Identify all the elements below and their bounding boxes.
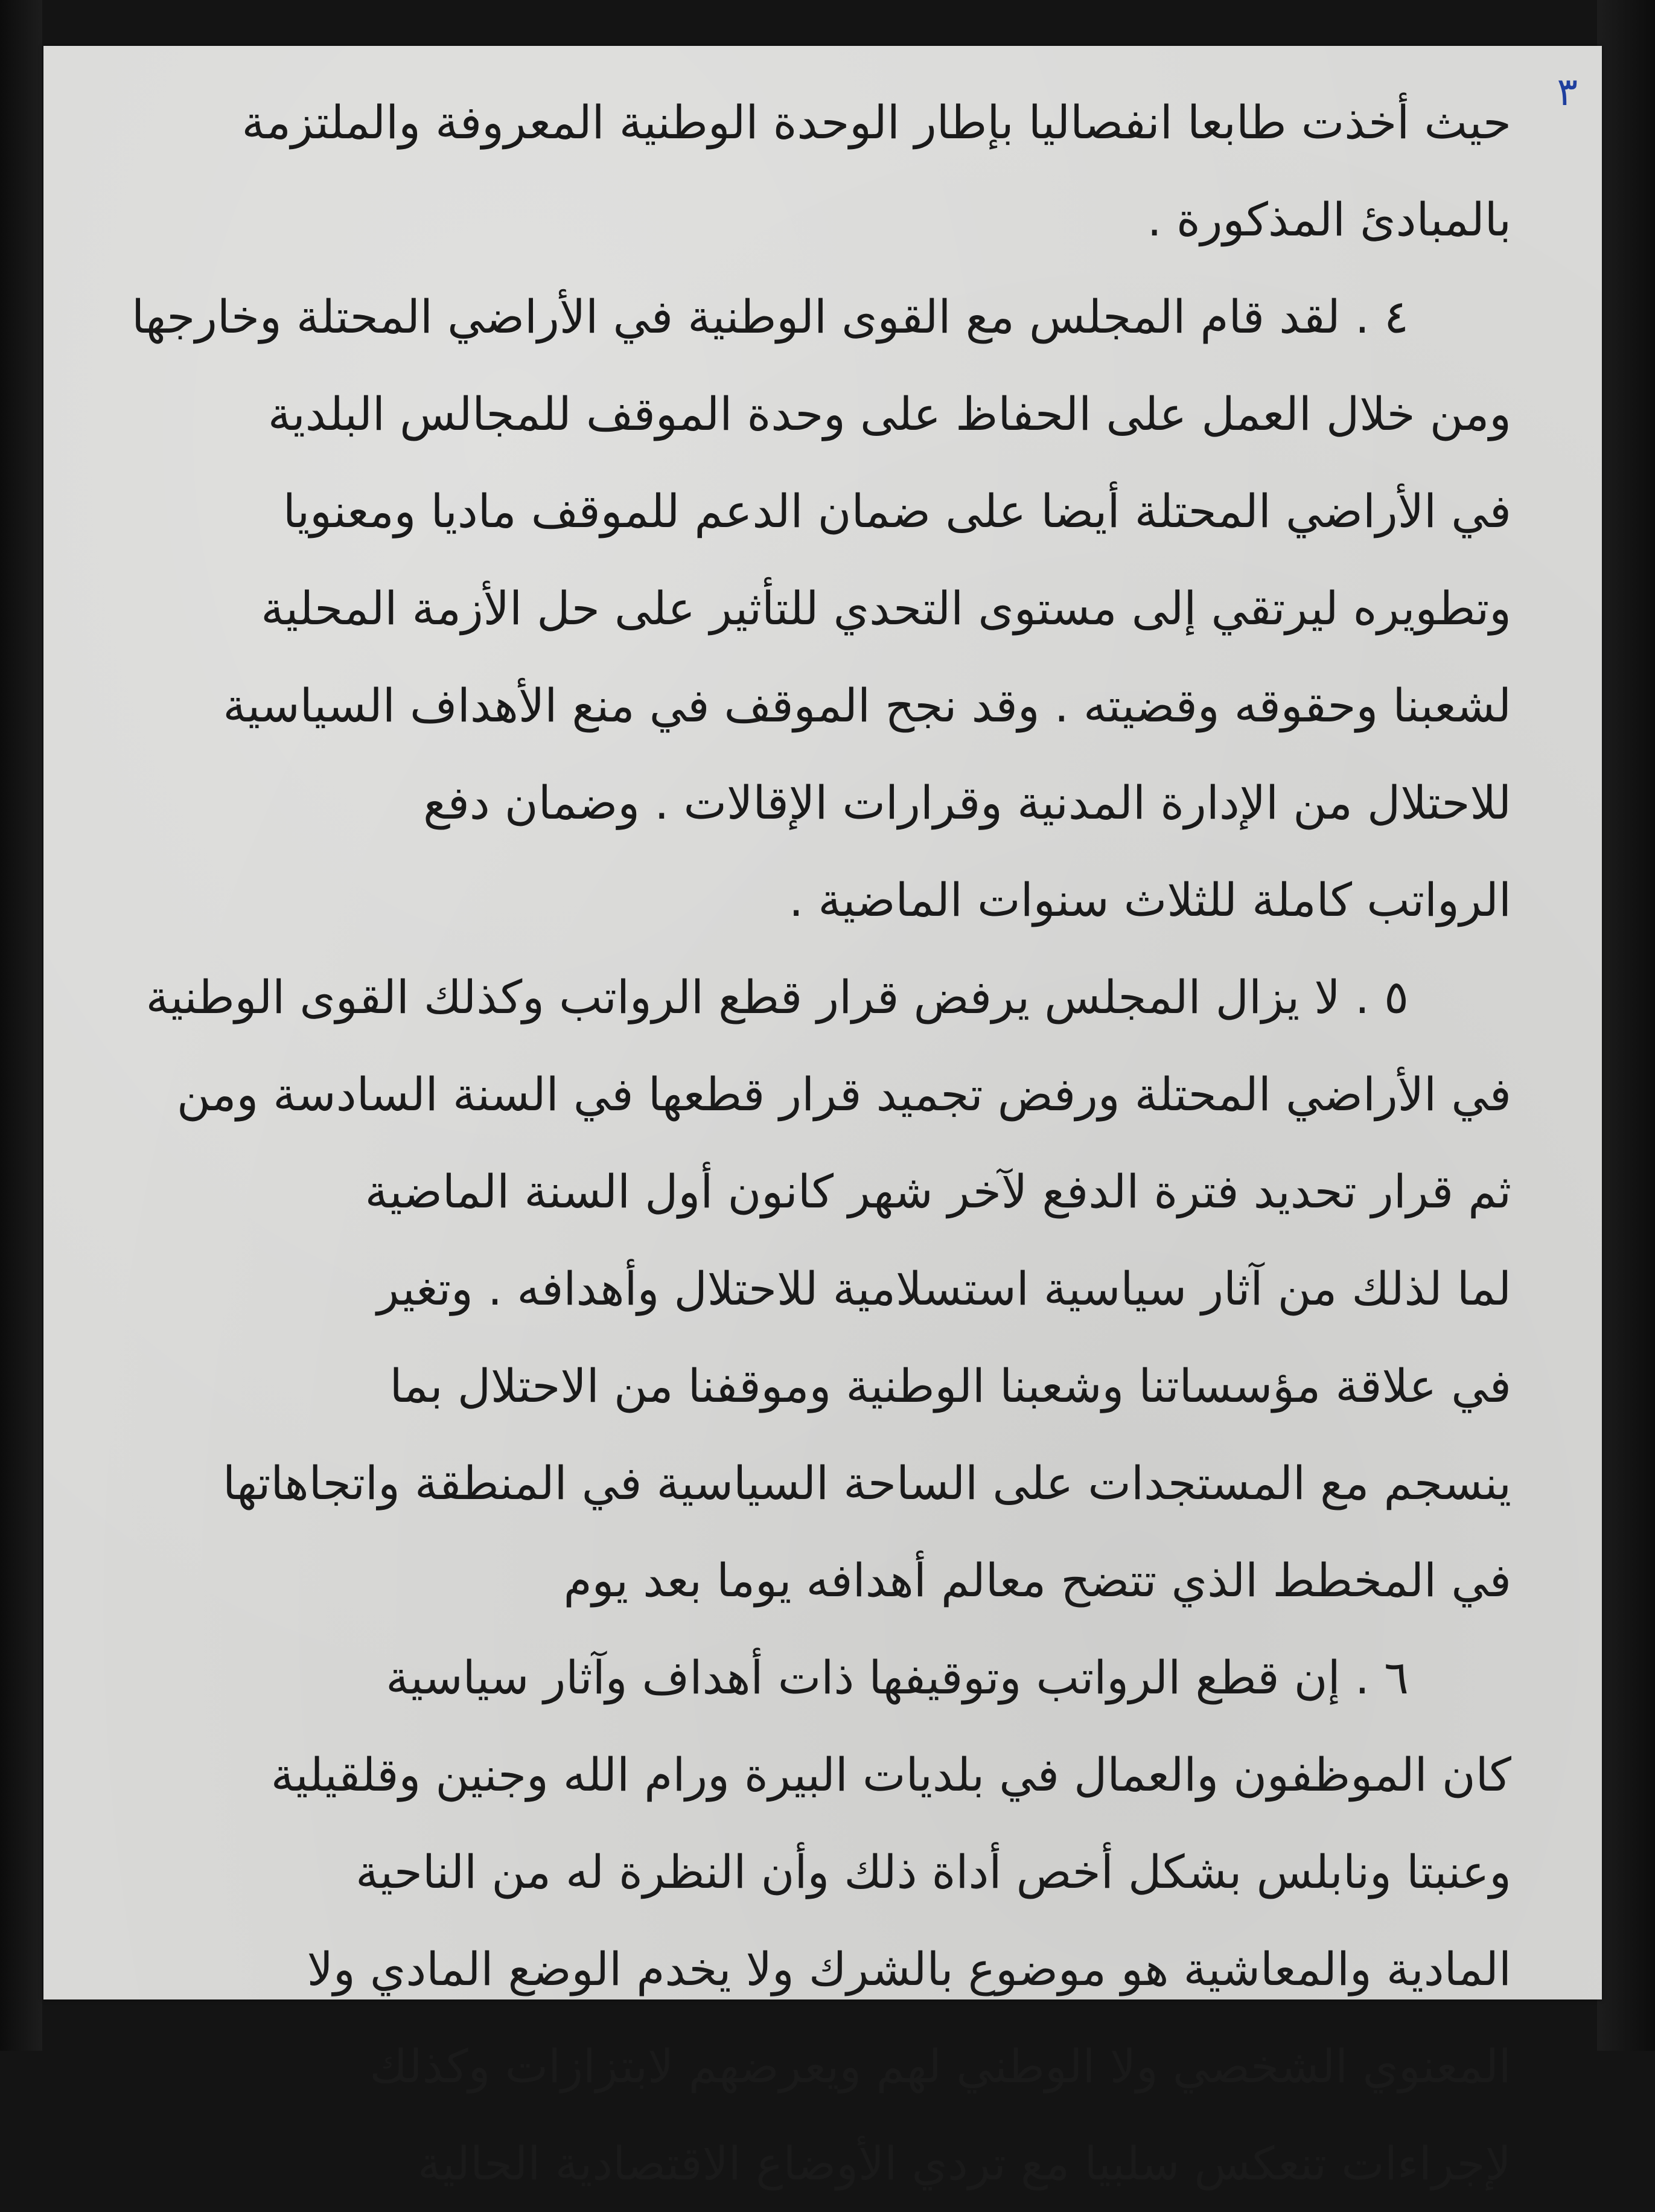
text-line-16: في المخطط الذي تتضح معالم أهدافه يوما بعد يوم: [563, 1553, 1511, 1607]
text-line-10: ٥ . لا يزال المجلس يرفض قرار قطع الرواتب وكذلك القوى الوطنية: [145, 970, 1409, 1024]
text-line-2: بالمبادئ المذكورة .: [1147, 193, 1511, 246]
handwritten-text-body: [122, 74, 1511, 2190]
text-line-1: حيث أخذت طابعا انفصاليا بإطار الوحدة الوطنية المعروفة والملتزمة: [241, 95, 1511, 149]
text-line-5: في الأراضي المحتلة أيضا على ضمان الدعم للموقف ماديا ومعنويا: [282, 484, 1511, 538]
text-line-21: المعنوي الشخصي ولا الوطني لهم ويعرضهم لابتزازات وكذلك: [369, 2039, 1511, 2093]
text-line-8: للاحتلال من الإدارة المدنية وقرارات الإقالات . وضمان دفع: [423, 776, 1511, 830]
text-line-18: كان الموظفون والعمال في بلديات البيرة ورام الله وجنين وقلقيلية: [270, 1748, 1511, 1801]
text-line-6: وتطويره ليرتقي إلى مستوى التحدي للتأثير على حل الأزمة المحلية: [261, 581, 1511, 635]
text-line-7: لشعبنا وحقوقه وقضيته . وقد نجح الموقف في منع الأهداف السياسية: [223, 679, 1511, 732]
text-line-15: ينسجم مع المستجدات على الساحة السياسية في المنطقة واتجاهاتها: [223, 1456, 1511, 1510]
text-line-9: الرواتب كاملة للثلاث سنوات الماضية .: [789, 873, 1511, 927]
text-line-14: في علاقة مؤسساتنا وشعبنا الوطنية وموقفنا من الاحتلال بما: [389, 1359, 1511, 1413]
text-line-4: ومن خلال العمل على الحفاظ على وحدة الموقف للمجالس البلدية: [267, 387, 1511, 441]
text-line-19: وعنبتا ونابلس بشكل أخص أداة ذلك وأن النظرة له من الناحية: [356, 1845, 1511, 1899]
document-page: [43, 46, 1602, 2190]
text-line-12: ثم قرار تحديد فترة الدفع لآخر شهر كانون أول السنة الماضية: [365, 1165, 1511, 1218]
text-line-3: ٤ . لقد قام المجلس مع القوى الوطنية في الأراضي المحتلة وخارجها: [132, 290, 1409, 344]
text-line-13: لما لذلك من آثار سياسية استسلامية للاحتلال وأهدافه . وتغير: [377, 1262, 1511, 1315]
text-line-22: لإجراءات تنعكس سلبيا مع تردي الأوضاع الاقتصادية الحالية: [418, 2137, 1511, 2190]
text-line-17: ٦ . إن قطع الرواتب وتوقيفها ذات أهداف وآثار سياسية: [386, 1651, 1409, 1704]
page-number: ٣: [1557, 70, 1578, 115]
scan-background-left: [0, 0, 42, 2051]
text-line-20: المادية والمعاشية هو موضوع بالشرك ولا يخدم الوضع المادي ولا: [307, 1942, 1511, 1996]
text-line-11: في الأراضي المحتلة ورفض تجميد قرار قطعها في السنة السادسة ومن: [176, 1067, 1511, 1121]
scan-background-right: [1597, 0, 1655, 2051]
